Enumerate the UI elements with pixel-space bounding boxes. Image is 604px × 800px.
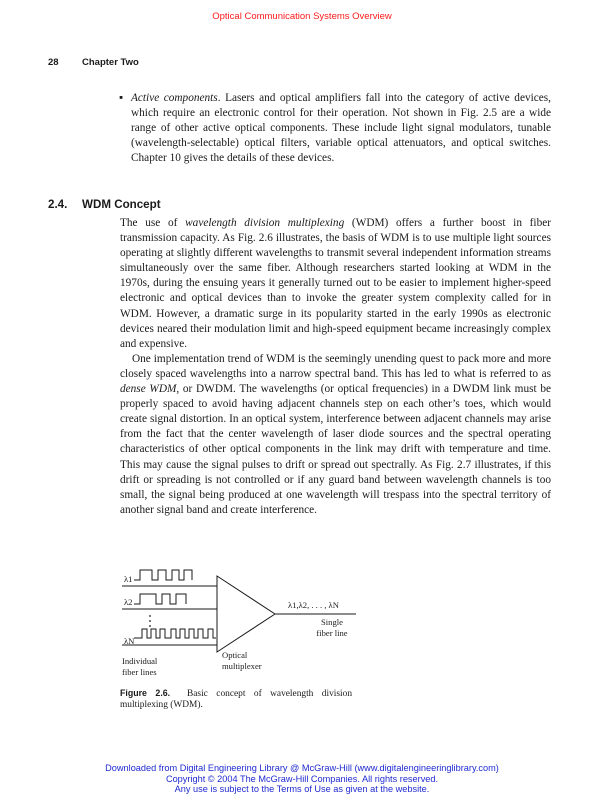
output-wavelengths-label: λ1,λ2, . . . , λN (288, 600, 339, 610)
ellipsis-dot (149, 615, 151, 617)
ellipsis-dot (149, 625, 151, 627)
section-number: 2.4. (48, 198, 68, 211)
download-footer (0, 763, 604, 795)
paragraph-1 (120, 216, 551, 352)
bullet-paragraph (119, 91, 551, 166)
section-heading (48, 198, 161, 211)
bullet-lead: Active components (131, 92, 218, 104)
p1-text-a: The use of (120, 217, 186, 229)
footer-line-3: Any use is subject to the Terms of Use as given at the website. (174, 784, 430, 794)
lambda-2-label: λ2 (124, 597, 133, 607)
p2-text-a: One implementation trend of WDM is the seemingly unending quest to pack more and more closely spaced wavelengths into a narrow spectral band. This has led to what is referred to as (120, 352, 551, 380)
bullet-marker-icon: ▪ (119, 92, 124, 104)
chapter-label: Chapter Two (82, 57, 139, 68)
pulse-train-n (134, 629, 216, 638)
p1-text-b: (WDM) offers a further boost in fiber transmission capacity. As Fig. 2.6 illustrates, the basis of WDM is to use multiple light sources operating at slightly different wavelengths to transmit several independent information streams simultaneously over the same fiber. Although researchers started looking at WDM in the 1970s, during the ensuing years it generally turned out to be easier to implement higher-speed electronic and optical devices than to invoke the greater system complexity called for in WDM. However, a dramatic surge in its popularity started in the early 1990s as electronic devices neared their modulation limit and high-speed equipment became increasingly complex and expensive. (120, 217, 551, 350)
footer-line-1[interactable]: Downloaded from Digital Engineering Library @ McGraw-Hill (www.digitalengineeringlibrary.com) (105, 763, 499, 773)
section-title: WDM Concept (82, 198, 161, 211)
lambda-n-label: λN (124, 636, 135, 646)
individual-fiber-lines-label: Individual fiber lines (122, 656, 158, 677)
bullet-text: . Lasers and optical amplifiers fall into the category of active devices, which require an electronic control for their operation. Not shown in Fig. 2.5 are a wide range of other active optical components. These include light signal modulators, tunable (wavelength-selectable) optical filters, variable optical attenuators, and optical switches. Chapter 10 gives the details of these devices. (131, 92, 552, 164)
footer-line-2: Copyright © 2004 The McGraw-Hill Companies. All rights reserved. (165, 773, 439, 784)
pulse-train-2 (134, 594, 186, 604)
wdm-figure (116, 566, 386, 684)
caption-label: Figure 2.6. (120, 688, 171, 698)
header-note: Optical Communication Systems Overview (212, 11, 392, 22)
running-head (48, 57, 139, 68)
page-number: 28 (48, 57, 59, 68)
single-fiber-line-label: Single fiber line (316, 617, 348, 638)
body-text (120, 216, 551, 518)
optical-multiplexer-label: Optical multiplexer (222, 650, 262, 671)
figure-caption (120, 688, 352, 711)
multiplexer-triangle (217, 576, 275, 652)
ellipsis-dot (149, 620, 151, 622)
p2-text-b: , or DWDM. The wavelengths (or optical frequencies) in a DWDM link must be properly spaced to avoid having adjacent channels step on each other’s toes, which would create signal distortion. In an optical system, interference between adjacent channels may arise from the fact that the center wavelength of laser diode sources and the spectral operating characteristics of other optical components in the link may drift with temperature and time. This may cause the signal pulses to drift or spread out spectrally. As Fig. 2.7 illustrates, if this drift or spreading is not controlled or if any guard band between wavelength channels is too small, the signal being produced at one wavelength will trespass into the spectral territory of another signal band and create interference. (120, 383, 551, 516)
p2-emphasis: dense WDM (120, 383, 177, 396)
bullet-item (119, 91, 551, 166)
lambda-1-label: λ1 (124, 574, 133, 584)
caption-text: Basic concept of wavelength division multiplexing (WDM). (120, 689, 353, 710)
paragraph-2 (120, 352, 551, 518)
pulse-train-1 (134, 570, 192, 580)
p1-emphasis: wavelength division multiplexing (185, 217, 345, 229)
